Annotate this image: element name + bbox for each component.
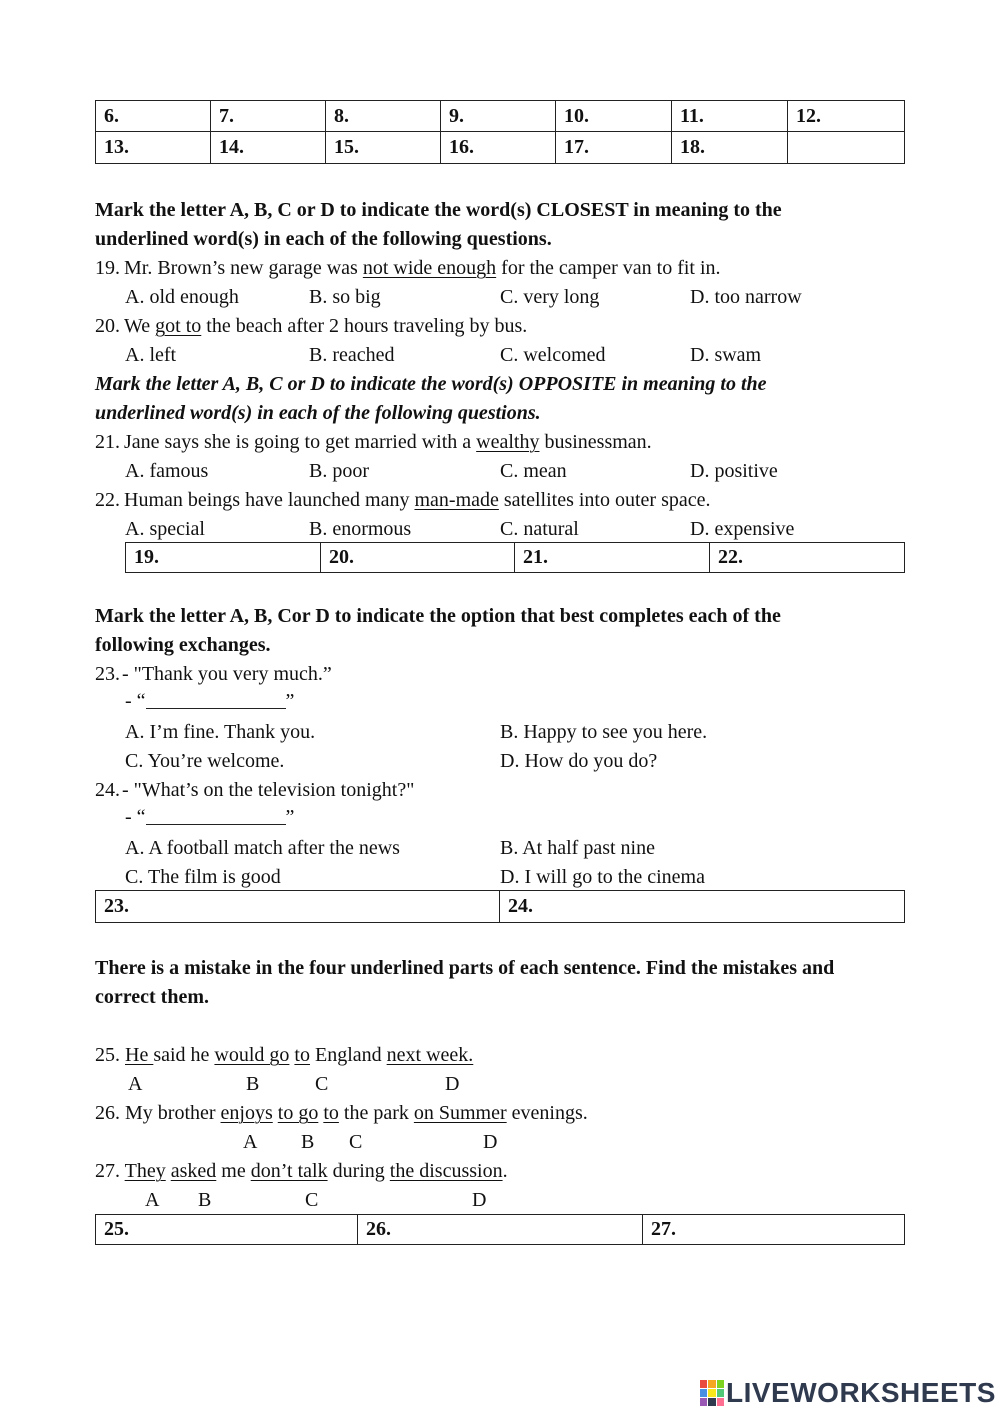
answer-table-6-18 xyxy=(95,100,905,164)
question-text: Human beings have launched many xyxy=(124,489,415,511)
underlined-part: He xyxy=(125,1044,154,1066)
section-mistakes-heading-line2: correct them. xyxy=(95,986,210,1008)
option-d[interactable]: D. swam xyxy=(690,344,762,366)
option-b[interactable]: B. reached xyxy=(309,344,395,366)
underlined-part: to xyxy=(323,1102,339,1124)
option-c[interactable]: C. natural xyxy=(500,518,579,540)
logo-blocks-icon xyxy=(700,1380,724,1406)
option-c[interactable]: C. very long xyxy=(500,286,600,308)
question-text: the beach after 2 hours traveling by bus. xyxy=(201,315,528,337)
question-21 xyxy=(95,432,652,452)
quote-close: ” xyxy=(285,806,295,828)
question-19 xyxy=(95,258,721,278)
option-a[interactable]: A. I’m fine. Thank you. xyxy=(125,721,316,743)
question-number: 24. xyxy=(95,779,120,801)
answer-cell[interactable]: 21. xyxy=(515,543,710,573)
answer-cell[interactable]: 9. xyxy=(441,101,556,132)
question-text: said he xyxy=(153,1044,215,1066)
answer-cell[interactable]: 15. xyxy=(326,132,441,164)
part-letter: D xyxy=(445,1073,460,1095)
answer-cell[interactable]: 23. xyxy=(96,891,500,923)
part-letter: C xyxy=(315,1073,329,1095)
question-number: 19. xyxy=(95,257,120,279)
option-a[interactable]: A. left xyxy=(125,344,177,366)
logo-block xyxy=(700,1380,707,1388)
answer-cell[interactable]: 6. xyxy=(96,101,211,132)
question-number: 21. xyxy=(95,431,120,453)
underlined-phrase: wealthy xyxy=(476,431,540,453)
question-23 xyxy=(95,664,332,684)
underlined-part: to go xyxy=(277,1102,319,1124)
question-text: the park xyxy=(338,1102,414,1124)
underlined-part: next week. xyxy=(386,1044,474,1066)
logo-block xyxy=(708,1380,715,1388)
response-blank-line xyxy=(125,807,294,827)
part-letter: B xyxy=(246,1073,260,1095)
question-text: satellites into outer space. xyxy=(498,489,711,511)
part-letter: C xyxy=(305,1189,319,1211)
quote-open: - “ xyxy=(125,690,146,712)
question-text: We xyxy=(124,315,156,337)
logo-block xyxy=(717,1389,724,1397)
quote-open: - “ xyxy=(125,806,146,828)
question-22 xyxy=(95,490,710,510)
question-20 xyxy=(95,316,527,336)
logo-block xyxy=(708,1389,715,1397)
underlined-part: asked xyxy=(170,1160,217,1182)
question-text: My brother xyxy=(125,1102,221,1124)
part-letter: D xyxy=(483,1131,498,1153)
part-letter: B xyxy=(301,1131,315,1153)
blank-line[interactable] xyxy=(146,692,286,709)
underlined-part: would go xyxy=(214,1044,290,1066)
answer-cell[interactable]: 12. xyxy=(788,101,905,132)
answer-table-23-24 xyxy=(95,890,905,923)
question-number: 20. xyxy=(95,315,120,337)
question-25 xyxy=(95,1045,473,1065)
question-text: businessman. xyxy=(539,431,652,453)
section-exchanges-heading-line1: Mark the letter A, B, Cor D to indicate the option that best completes each of the xyxy=(95,605,781,627)
option-a[interactable]: A. A football match after the news xyxy=(125,837,400,859)
option-b[interactable]: B. so big xyxy=(309,286,381,308)
option-c[interactable]: C. mean xyxy=(500,460,567,482)
question-number: 26. xyxy=(95,1102,120,1124)
answer-cell[interactable]: 10. xyxy=(556,101,672,132)
question-number: 27. xyxy=(95,1160,120,1182)
answer-cell[interactable]: 14. xyxy=(211,132,326,164)
logo-block xyxy=(717,1380,724,1388)
section-closest-heading-line1: Mark the letter A, B, C or D to indicate the word(s) CLOSEST in meaning to the xyxy=(95,199,782,221)
option-d[interactable]: D. How do you do? xyxy=(500,750,658,772)
section-closest-heading-line2: underlined word(s) in each of the following questions. xyxy=(95,228,552,250)
question-text: England xyxy=(309,1044,387,1066)
question-24 xyxy=(95,780,414,800)
option-a[interactable]: A. old enough xyxy=(125,286,239,308)
answer-cell[interactable]: 7. xyxy=(211,101,326,132)
underlined-phrase: man-made xyxy=(414,489,499,511)
question-27: 27. They asked me don’t talk during the discussion. xyxy=(95,1160,508,1182)
option-d[interactable]: D. I will go to the cinema xyxy=(500,866,705,888)
question-26 xyxy=(95,1103,588,1123)
answer-cell[interactable]: 16. xyxy=(441,132,556,164)
question-text: evenings. xyxy=(506,1102,588,1124)
answer-table-25-27 xyxy=(95,1214,905,1245)
option-b[interactable]: B. poor xyxy=(309,460,369,482)
option-b[interactable]: B. At half past nine xyxy=(500,837,655,859)
option-d[interactable]: D. expensive xyxy=(690,518,795,540)
section-exchanges-heading-line2: following exchanges. xyxy=(95,634,271,656)
logo-block xyxy=(708,1398,715,1406)
option-c[interactable]: C. welcomed xyxy=(500,344,606,366)
answer-cell[interactable]: 17. xyxy=(556,132,672,164)
section-mistakes-heading-line1: There is a mistake in the four underlined parts of each sentence. Find the mistakes and xyxy=(95,957,835,979)
underlined-part: the discussion xyxy=(389,1160,503,1182)
blank-line[interactable] xyxy=(146,808,286,825)
answer-cell[interactable]: 26. xyxy=(358,1215,643,1245)
option-c[interactable]: C. You’re welcome. xyxy=(125,750,285,772)
question-text: - "Thank you very much.” xyxy=(122,663,332,685)
section-opposite-heading-line2: underlined word(s) in each of the following questions. xyxy=(95,402,541,424)
answer-cell-empty xyxy=(788,132,905,164)
logo-block xyxy=(717,1398,724,1406)
underlined-part: on Summer xyxy=(413,1102,507,1124)
answer-cell[interactable]: 13. xyxy=(96,132,211,164)
answer-cell[interactable]: 24. xyxy=(500,891,905,923)
question-text: for the camper van to fit in. xyxy=(496,257,721,279)
part-letter: A xyxy=(145,1189,160,1211)
answer-cell[interactable]: 22. xyxy=(710,543,905,573)
answer-cell[interactable]: 19. xyxy=(126,543,321,573)
option-d[interactable]: D. positive xyxy=(690,460,778,482)
logo-block xyxy=(700,1389,707,1397)
underlined-part: to xyxy=(294,1044,310,1066)
response-blank-line xyxy=(125,691,294,711)
part-letter: C xyxy=(349,1131,363,1153)
answer-cell[interactable]: 11. xyxy=(672,101,788,132)
underlined-part: don’t talk xyxy=(250,1160,328,1182)
part-letter: D xyxy=(472,1189,487,1211)
question-text: during xyxy=(327,1160,390,1182)
part-letter: B xyxy=(198,1189,212,1211)
question-text: - "What’s on the television tonight?" xyxy=(122,779,415,801)
part-letter: A xyxy=(243,1131,258,1153)
question-number: 23. xyxy=(95,663,120,685)
answer-cell[interactable]: 20. xyxy=(321,543,515,573)
option-b[interactable]: B. Happy to see you here. xyxy=(500,721,708,743)
underlined-part: They xyxy=(124,1160,166,1182)
answer-cell[interactable]: 27. xyxy=(643,1215,905,1245)
question-number: 25. xyxy=(95,1044,120,1066)
underlined-part: enjoys xyxy=(220,1102,273,1124)
answer-table-19-22 xyxy=(125,542,905,573)
option-a[interactable]: A. famous xyxy=(125,460,209,482)
liveworksheets-logo[interactable] xyxy=(700,1378,996,1408)
quote-close: ” xyxy=(285,690,295,712)
section-opposite-heading-line1: Mark the letter A, B, C or D to indicate the word(s) OPPOSITE in meaning to the xyxy=(95,373,767,395)
option-a[interactable]: A. special xyxy=(125,518,205,540)
question-text: Mr. Brown’s new garage was xyxy=(124,257,363,279)
logo-block xyxy=(700,1398,707,1406)
option-b[interactable]: B. enormous xyxy=(309,518,412,540)
option-c[interactable]: C. The film is good xyxy=(125,866,281,888)
underlined-phrase: got to xyxy=(155,315,202,337)
question-number: 22. xyxy=(95,489,120,511)
answer-cell[interactable]: 8. xyxy=(326,101,441,132)
question-text: me xyxy=(216,1160,251,1182)
part-letter: A xyxy=(128,1073,143,1095)
option-d[interactable]: D. too narrow xyxy=(690,286,802,308)
answer-cell[interactable]: 18. xyxy=(672,132,788,164)
question-text: Jane says she is going to get married with a xyxy=(124,431,477,453)
underlined-phrase: not wide enough xyxy=(362,257,497,279)
answer-cell[interactable]: 25. xyxy=(96,1215,358,1245)
logo-text: LIVEWORKSHEETS xyxy=(726,1377,996,1408)
